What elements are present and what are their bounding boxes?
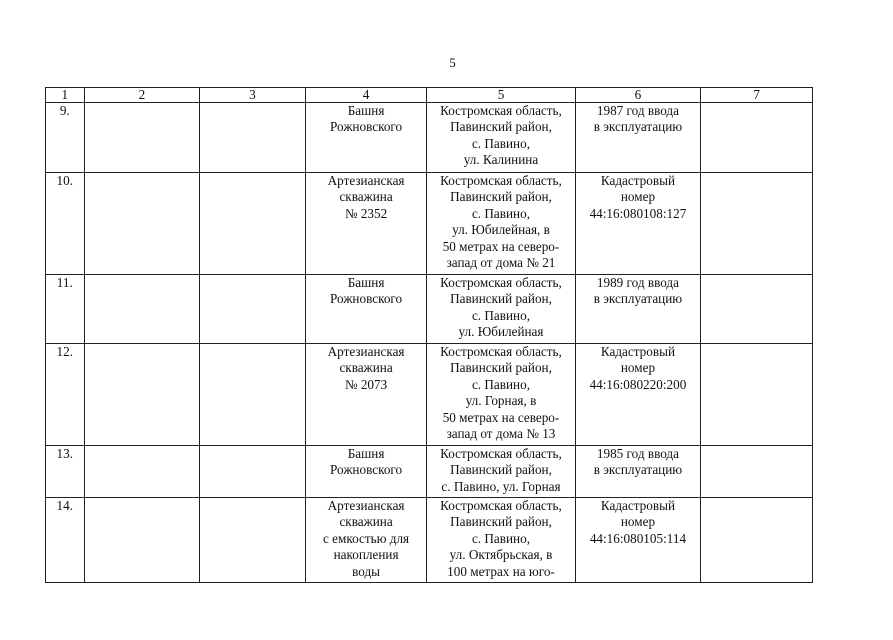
row-number: 12. <box>46 344 85 446</box>
row-number: 14. <box>46 498 85 583</box>
cell-col7 <box>701 103 813 173</box>
table-row <box>46 344 813 446</box>
cell-col3 <box>200 173 306 275</box>
cell-col2 <box>84 344 200 446</box>
cell-col2 <box>84 446 200 498</box>
cell-col3 <box>200 103 306 173</box>
object-address: Костромская область, Павинский район, с. Павино, ул. Калинина <box>427 103 575 173</box>
table-row <box>46 275 813 344</box>
page-number: 5 <box>449 55 456 70</box>
object-address: Костромская область, Павинский район, с. Павино, ул. Горная <box>427 446 575 498</box>
column-header: 5 <box>427 88 575 103</box>
cell-col7 <box>701 498 813 583</box>
cell-col2 <box>84 275 200 344</box>
object-name: Башня Рожновского <box>305 103 427 173</box>
column-number-row <box>46 88 813 103</box>
cell-col2 <box>84 173 200 275</box>
column-header: 4 <box>305 88 427 103</box>
column-header: 1 <box>46 88 85 103</box>
object-name: Артезианская скважина № 2073 <box>305 344 427 446</box>
cell-col3 <box>200 446 306 498</box>
object-address: Костромская область, Павинский район, с. Павино, ул. Октябрьская, в 100 метрах на юго- <box>427 498 575 583</box>
object-name: Башня Рожновского <box>305 446 427 498</box>
table-row <box>46 498 813 583</box>
cell-col7 <box>701 173 813 275</box>
object-name: Артезианская скважина с емкостью для накопления воды <box>305 498 427 583</box>
row-number: 9. <box>46 103 85 173</box>
cell-col7 <box>701 275 813 344</box>
object-info: Кадастровый номер 44:16:080220:200 <box>575 344 701 446</box>
table-row <box>46 173 813 275</box>
cell-col7 <box>701 446 813 498</box>
object-address: Костромская область, Павинский район, с. Павино, ул. Юбилейная, в 50 метрах на северо- запад от дома № 21 <box>427 173 575 275</box>
object-info: 1987 год ввода в эксплуатацию <box>575 103 701 173</box>
object-info: 1985 год ввода в эксплуатацию <box>575 446 701 498</box>
object-address: Костромская область, Павинский район, с. Павино, ул. Горная, в 50 метрах на северо- запад от дома № 13 <box>427 344 575 446</box>
object-info: 1989 год ввода в эксплуатацию <box>575 275 701 344</box>
column-header: 2 <box>84 88 200 103</box>
cell-col2 <box>84 103 200 173</box>
cell-col2 <box>84 498 200 583</box>
object-address: Костромская область, Павинский район, с. Павино, ул. Юбилейная <box>427 275 575 344</box>
row-number: 13. <box>46 446 85 498</box>
column-header: 3 <box>200 88 306 103</box>
row-number: 11. <box>46 275 85 344</box>
column-header: 6 <box>575 88 701 103</box>
cell-col3 <box>200 344 306 446</box>
registry-table <box>45 87 813 583</box>
object-info: Кадастровый номер 44:16:080108:127 <box>575 173 701 275</box>
row-number: 10. <box>46 173 85 275</box>
cell-col3 <box>200 498 306 583</box>
column-header: 7 <box>701 88 813 103</box>
cell-col7 <box>701 344 813 446</box>
object-name: Башня Рожновского <box>305 275 427 344</box>
table-row <box>46 103 813 173</box>
table-row <box>46 446 813 498</box>
object-name: Артезианская скважина № 2352 <box>305 173 427 275</box>
cell-col3 <box>200 275 306 344</box>
object-info: Кадастровый номер 44:16:080105:114 <box>575 498 701 583</box>
